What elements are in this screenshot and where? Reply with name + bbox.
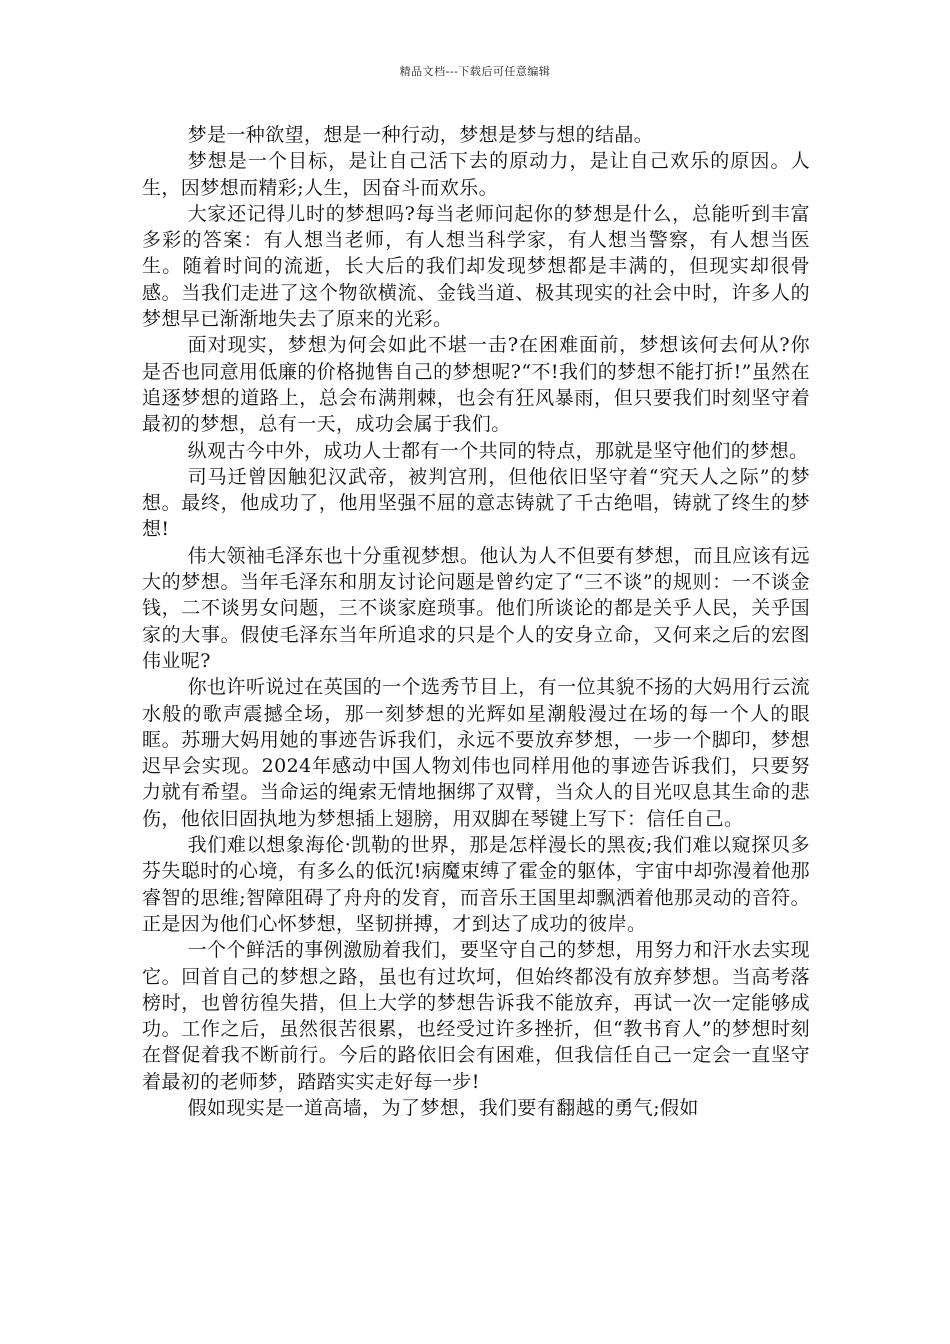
paragraph: 你也许听说过在英国的一个选秀节目上，有一位其貌不扬的大妈用行云流水般的歌声震撼全场，那一刻梦想的光辉如星潮般漫过在场的每一个人的眼眶。苏珊大妈用她的事迹告诉我们，永远不要放弃梦想，一步一个脚印，梦想迟早会实现。2024年感动中国人物刘伟也同样用他的事迹告诉我们，只要努力就有希望。当命运的绳索无情地捆绑了双臂，当众人的目光叹息其生命的悲伤，他依旧固执地为梦想插上翅膀，用双脚在琴键上写下：信任自己。 [142,676,810,830]
document-body [142,122,810,1121]
paragraph: 一个个鲜活的事例激励着我们，要坚守自己的梦想，用努力和汗水去实现它。回首自己的梦想之路，虽也有过坎坷，但始终都没有放弃梦想。当高考落榜时，也曾彷徨失措，但上大学的梦想告诉我不能放弃，再试一次一定能够成功。工作之后，虽然很苦很累，也经受过许多挫折，但“教书育人”的梦想时刻在督促着我不断前行。今后的路依旧会有困难，但我信任自己一定会一直坚守着最初的老师梦，踏踏实实走好每一步! [142,939,810,1093]
paragraph: 纵观古今中外，成功人士都有一个共同的特点，那就是坚守他们的梦想。 [187,439,809,462]
paragraph: 梦是一种欲望，想是一种行动，梦想是梦与想的结晶。 [187,124,654,146]
paragraph: 我们难以想象海伦·凯勒的世界，那是怎样漫长的黑夜;我们难以窥探贝多芬失聪时的心境，有多么的低沉!病魔束缚了霍金的躯体，宇宙中却弥漫着他那睿智的思维;智障阻碍了舟舟的发育，而音乐王国里却飘洒着他那灵动的音符。正是因为他们心怀梦想，坚韧拼搏，才到达了成功的彼岸。 [142,834,810,935]
paragraph: 面对现实，梦想为何会如此不堪一击?在困难面前，梦想该何去何从?你是否也同意用低廉的价格抛售自己的梦想呢?“不!我们的梦想不能打折!”虽然在追逐梦想的道路上，总会布满荆棘，也会有狂风暴雨，但只要我们时刻坚守着最初的梦想，总有一天，成功会属于我们。 [142,334,810,436]
paragraph: 伟大领袖毛泽东也十分重视梦想。他认为人不但要有梦想，而且应该有远大的梦想。当年毛泽东和朋友讨论问题是曾约定了“三不谈”的规则：一不谈金钱，二不谈男女问题，三不谈家庭琐事。他们所谈论的都是关乎人民，关乎国家的大事。假使毛泽东当年所追求的只是个人的安身立命，又何来之后的宏图伟业呢? [142,544,810,672]
page-header: 精品文档---下载后可任意编辑 [399,65,551,78]
paragraph: 假如现实是一道高墙，为了梦想，我们要有翻越的勇气;假如 [187,1096,699,1119]
paragraph: 大家还记得儿时的梦想吗?每当老师问起你的梦想是什么，总能听到丰富多彩的答案：有人想当老师，有人想当科学家，有人想当警察，有人想当医生。随着时间的流逝，长大后的我们却发现梦想都是丰满的，但现实却很骨感。当我们走进了这个物欲横流、金钱当道、极其现实的社会中时，许多人的梦想早已渐渐地失去了原来的光彩。 [142,202,810,331]
paragraph: 梦想是一个目标，是让自己活下去的原动力，是让自己欢乐的原因。人生，因梦想而精彩;人生，因奋斗而欢乐。 [142,150,810,199]
paragraph: 司马迁曾因触犯汉武帝，被判宫刑，但他依旧坚守着“究天人之际”的梦想。最终，他成功了，他用坚强不屈的意志铸就了千古绝唱，铸就了终生的梦想! [142,465,810,541]
